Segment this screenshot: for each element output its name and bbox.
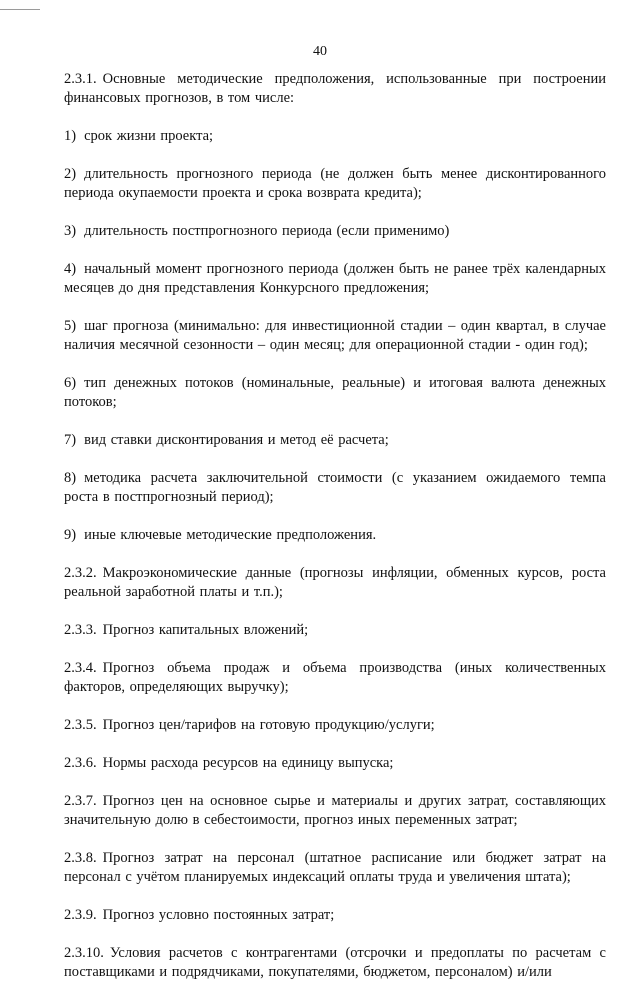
paragraph-number: 2.3.6. bbox=[64, 755, 97, 771]
list-item-text: иные ключевые методические предположения. bbox=[84, 527, 377, 543]
paragraph-2-3-8 bbox=[64, 849, 606, 887]
list-item-text: методика расчета заключительной стоимости (с указанием ожидаемого темпа роста в постпрогнозный период); bbox=[64, 470, 606, 505]
paragraph-number: 2.3.7. bbox=[64, 793, 97, 809]
paragraph-text: Нормы расхода ресурсов на единицу выпуска; bbox=[102, 755, 394, 771]
list-item-1 bbox=[64, 127, 606, 146]
list-item-number: 8) bbox=[64, 470, 77, 486]
paragraph-2-3-5 bbox=[64, 716, 606, 735]
list-item-text: начальный момент прогнозного периода (должен быть не ранее трёх календарных месяцев до дня представления Конкурсного предложения; bbox=[64, 261, 606, 296]
list-item-3 bbox=[64, 222, 606, 241]
list-item-9 bbox=[64, 526, 606, 545]
list-item-2 bbox=[64, 165, 606, 203]
paragraph-number: 2.3.3. bbox=[64, 622, 97, 638]
list-item-text: тип денежных потоков (номинальные, реальные) и итоговая валюта денежных потоков; bbox=[64, 375, 606, 410]
paragraph-2-3-10 bbox=[64, 944, 606, 982]
paragraph-number: 2.3.8. bbox=[64, 850, 97, 866]
paragraph-2-3-7 bbox=[64, 792, 606, 830]
list-item-text: шаг прогноза (минимально: для инвестиционной стадии – один квартал, в случае наличия месячной сезонности – один месяц; для операционной стадии - один год); bbox=[64, 318, 606, 353]
list-item-number: 9) bbox=[64, 527, 77, 543]
list-item-text: вид ставки дисконтирования и метод её расчета; bbox=[84, 432, 389, 448]
paragraph-text: Прогноз условно постоянных затрат; bbox=[102, 907, 335, 923]
paragraph-text: Прогноз затрат на персонал (штатное расписание или бюджет затрат на персонал с учётом планируемых индексаций оплаты труда и увеличения штата); bbox=[64, 850, 606, 885]
page-number: 40 bbox=[313, 44, 327, 59]
paragraph-text: Прогноз цен/тарифов на готовую продукцию/услуги; bbox=[102, 717, 435, 733]
list-item-7 bbox=[64, 431, 606, 450]
list-item-number: 4) bbox=[64, 261, 77, 277]
list-item-6 bbox=[64, 374, 606, 412]
document-body bbox=[64, 70, 606, 1001]
list-item-text: длительность прогнозного периода (не должен быть менее дисконтированного периода окупаемости проекта и срока возврата кредита); bbox=[64, 166, 606, 201]
paragraph-2-3-3 bbox=[64, 621, 606, 640]
paragraph-2-3-9 bbox=[64, 906, 606, 925]
paragraph-2-3-6 bbox=[64, 754, 606, 773]
paragraph-number: 2.3.4. bbox=[64, 660, 97, 676]
list-item-number: 2) bbox=[64, 166, 77, 182]
list-item-number: 5) bbox=[64, 318, 77, 334]
list-item-text: срок жизни проекта; bbox=[84, 128, 214, 144]
paragraph-number: 2.3.9. bbox=[64, 907, 97, 923]
paragraph-text: Прогноз капитальных вложений; bbox=[102, 622, 309, 638]
paragraph-text: Макроэкономические данные (прогнозы инфляции, обменных курсов, роста реальной заработной платы и т.п.); bbox=[64, 565, 606, 600]
list-item-text: длительность постпрогнозного периода (если применимо) bbox=[84, 223, 450, 239]
paragraph-2-3-2 bbox=[64, 564, 606, 602]
list-item-number: 6) bbox=[64, 375, 77, 391]
paragraph-2-3-1 bbox=[64, 70, 606, 108]
paragraph-text: Условия расчетов с контрагентами (отсрочки и предоплаты по расчетам с поставщиками и подрядчиками, покупателями, бюджетом, персоналом) и/или bbox=[64, 945, 606, 980]
list-item-number: 3) bbox=[64, 223, 77, 239]
paragraph-text: Прогноз объема продаж и объема производства (иных количественных факторов, определяющих выручку); bbox=[64, 660, 606, 695]
paragraph-number: 2.3.10. bbox=[64, 945, 104, 961]
paragraph-2-3-4 bbox=[64, 659, 606, 697]
scan-edge-mark bbox=[0, 9, 40, 10]
paragraph-text: Прогноз цен на основное сырье и материалы и других затрат, составляющих значительную долю в себестоимости, прогноз иных переменных затрат; bbox=[64, 793, 606, 828]
list-item-number: 7) bbox=[64, 432, 77, 448]
paragraph-number: 2.3.2. bbox=[64, 565, 97, 581]
list-item-5 bbox=[64, 317, 606, 355]
list-item-number: 1) bbox=[64, 128, 77, 144]
list-item-8 bbox=[64, 469, 606, 507]
paragraph-text: Основные методические предположения, использованные при построении финансовых прогнозов, в том числе: bbox=[64, 71, 606, 106]
paragraph-number: 2.3.5. bbox=[64, 717, 97, 733]
list-item-4 bbox=[64, 260, 606, 298]
paragraph-number: 2.3.1. bbox=[64, 71, 97, 87]
